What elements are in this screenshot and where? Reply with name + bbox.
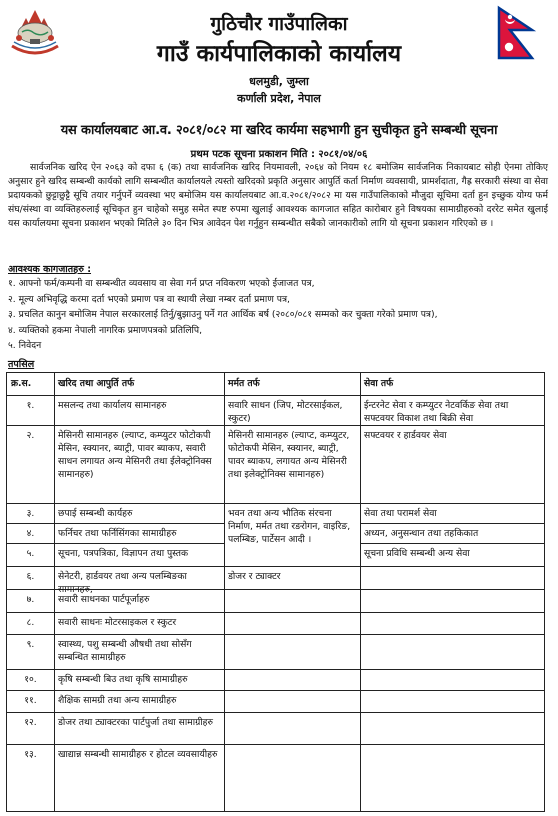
table-cell-purchase: शैक्षिक सामग्री तथा अन्य सामाग्रीहरु: [58, 695, 177, 706]
notice-title: यस कार्यालयबाट आ.व. २०८१/०८२ मा खरिद कार्यमा सहभागी हुन सुचीकृत हुने सम्बन्धी सूचना: [60, 123, 498, 138]
table-row-divider: [7, 503, 544, 504]
table-column-divider: [54, 373, 55, 811]
table-cell-serial: ७.: [26, 594, 35, 605]
table-header-cell: खरिद तथा आपुर्ति तर्फ: [58, 378, 135, 389]
table-cell-purchase: स्वास्थ्य, पशु सम्बन्धी औषधी तथा सोसँग सम्बन्धित सामाग्रीहरु: [58, 639, 192, 663]
table-cell-purchase: छपाई सम्बन्धी कार्यहरु: [58, 508, 133, 519]
documents-list: [8, 276, 438, 354]
table-cell-repair-merged: भवन तथा अन्य भौतिक संरचना निर्माण, मर्मत तथा रङरोगन, वाइरिङ, पलम्बिङ, पार्टेसन आदी ।: [228, 508, 351, 545]
category-table: [6, 372, 545, 812]
table-cell-purchase: सवारी साधनः मोटरसाइकल र स्कुटर: [58, 617, 177, 628]
table-heading: तपसिल: [8, 359, 35, 370]
office-province: कर्णाली प्रदेश, नेपाल: [237, 92, 321, 105]
table-cell-serial: ९.: [26, 639, 35, 650]
table-cell-repair: सवारि साधन (जिप, मोटरसाईकल, स्कुटर): [228, 400, 343, 424]
list-item: १. आफ्नो फर्म/कम्पनी वा सम्बन्धीत व्यवसाय वा सेवा गर्न प्रप्त नविकरण भएको ईजाजत पत्र,: [8, 278, 315, 289]
municipality-name: गुठिचौर गाउँपालिका: [210, 13, 348, 35]
table-header-cell: क्र.स.: [11, 378, 32, 389]
table-row-divider: [7, 523, 224, 524]
table-column-divider: [360, 373, 361, 811]
table-row-divider: [7, 669, 544, 670]
table-row-divider: [7, 712, 544, 713]
table-row-divider: [7, 543, 224, 544]
table-row-divider: [7, 566, 544, 567]
table-cell-purchase: कृषि सम्बन्धी बिउ तथा कृषि सामाग्रीहरु: [58, 674, 188, 685]
table-cell-purchase: खाद्यान्न सम्बन्धी सामाग्रीहरु र होटल व्यवसायीहरु: [58, 749, 218, 760]
table-row-divider: [360, 523, 544, 524]
table-cell-purchase: डोजर तथा ट्याक्टरका पार्टपुर्जा तथा सामाग्रीहरु: [58, 717, 214, 728]
table-cell-purchase: सवारी साधनका पार्टपूर्जाहरु: [58, 594, 150, 605]
list-item: ३. प्रचलित कानुन बमोजिम नेपाल सरकारलाई तिर्नु/बुझाउनु पर्ने गत आर्थिक बर्ष (२०८०/०८१ सम्मको कर चुक्ता गरेको प्रमाण पत्र),: [8, 309, 438, 320]
table-row-divider: [7, 690, 544, 691]
table-cell-serial: ४.: [26, 528, 35, 539]
table-cell-service: सेवा तथा परामर्श सेवा: [364, 508, 437, 519]
table-cell-purchase: मसलन्द तथा कार्यालय सामानहरु: [58, 400, 167, 411]
table-cell-serial: १२.: [24, 717, 37, 728]
table-cell-purchase: मेसिनरी सामानहरु (ल्याप्ट, कम्प्युटर फोटोकपी मेसिन, स्क्यानर, ब्याट्री, पावर ब्याकप, सवारी साधन लगायत अन्य मेसिनरी तथा ईलेक्ट्रोनिक्स सामानहरु): [58, 430, 212, 480]
table-cell-serial: ८.: [26, 617, 35, 628]
table-cell-repair: डोजर र ट्याक्टर: [228, 571, 281, 582]
table-cell-serial: २.: [26, 430, 35, 441]
table-cell-serial: १.: [26, 400, 35, 411]
table-cell-service: अध्यन, अनुसन्धान तथा तहकिकात: [364, 528, 479, 539]
documents-heading: आवश्यक कागजातहरु :: [8, 264, 92, 275]
table-row-divider: [360, 543, 544, 544]
table-cell-serial: १३.: [24, 749, 37, 760]
table-cell-serial: ६.: [26, 571, 35, 582]
table-row-divider: [7, 395, 544, 396]
table-row-divider: [7, 634, 544, 635]
list-item: ४. व्यक्तिको हकमा नेपाली नागरिक प्रमाणपत्रको प्रतिलिपि,: [8, 324, 203, 336]
table-column-divider: [224, 373, 225, 811]
table-cell-service: ईन्टरनेट सेवा र कम्प्युटर नेटवर्किङ सेवा तथा सफ्टवयर विकाश तथा बिक्री सेवा: [364, 400, 509, 424]
table-row-divider: [7, 612, 544, 613]
table-cell-repair: मेसिनरी सामानहरु (ल्याप्ट, कम्प्युटर, फोटोकपी मेसिन, स्क्यानर, ब्याट्री, पावर ब्याकप, लगायत अन्य मेसिनरी तथा इलेक्ट्रोनिक्स सामानहरु): [228, 430, 350, 480]
office-name: गाउँ कार्यपालिकाको कार्यालय: [156, 40, 402, 67]
notice-body: सार्वजनिक खरिद ऐन २०६३ को दफा ६ (क) तथा सार्वजनिक खरिद नियमावली, २०६४ को नियम १८ बमोजिम सार्वजनिक निकायबाट सोही ऐनमा तोकिए अनुसार हुने खरिद सम्बन्धी कार्यको लागि सम्बन्धीत कार्यालयले त्यस्तो खरिदको प्रकृति अनुसार आपुर्ति कर्ता निर्माण व्यवसायी, प्रामर्शदाता, गैह्र सरकारी संस्था वा सेवा प्रदायकको छुट्टाछुट्टै सूचि तयार गर्नुपर्ने व्यवस्था भए बमोजिम यस कार्यालयबाट आ.व.२०८१/२०८२ मा यस गाउँपालिकाको मौजुदा सूचिमा दर्ता हुन इच्छुक योग्य फर्म संघ/संस्था वा व्यक्तिहरुलाई सूचिकृत हुन चाहेको समुह समेत स्पष्ट रुपमा खुलाई आवश्यक कागजात सहित कारोबार हुने विषयका सामाग्रीहरुको दररेट समेत खुलाई यस कार्यालयमा सूचना प्रकाशन भएको मितिले ३० दिन भित्र आवेदन पेश गर्नुहुन सम्बन्धीत सबैको जानकारीको लागि यो सूचना प्रकाशन गरिएको छ ।: [8, 162, 548, 229]
publication-date: प्रथम पटक सूचना प्रकाशन मिति : २०८१/०४/०६: [190, 149, 368, 160]
table-cell-purchase: सूचना, पत्रपत्रिका, विज्ञापन तथा पुस्तक: [58, 548, 189, 559]
table-cell-serial: ११.: [24, 695, 37, 706]
table-cell-serial: १०.: [24, 674, 37, 685]
table-cell-serial: ५.: [26, 548, 35, 559]
table-header-cell: सेवा तर्फ: [364, 378, 394, 389]
table-header-cell: मर्मत तर्फ: [228, 378, 260, 389]
list-item: २. मूल्य अभिवृद्धि करमा दर्ता भएको प्रमाण पत्र वा स्थायी लेखा नम्बर दर्ता प्रमाण पत्र,: [8, 293, 290, 305]
table-cell-serial: ३.: [26, 508, 35, 519]
table-cell-service: सूचना प्रविधि सम्बन्धी अन्य सेवा: [364, 548, 470, 559]
table-cell-service: सफ्टवयर र हार्डवयर सेवा: [364, 430, 447, 441]
table-row-divider: [7, 425, 544, 426]
table-cell-purchase: सेनेटरी, हार्डवयर तथा अन्य पलम्बिङका सामानहरु,: [58, 571, 187, 595]
list-item: ५. निवेदन: [8, 340, 42, 351]
table-row-divider: [7, 744, 544, 745]
office-address: धलमुडी, जुम्ला: [249, 75, 309, 88]
table-cell-purchase: फर्निचर तथा फर्निसिंगका सामाग्रीहरु: [58, 528, 177, 539]
